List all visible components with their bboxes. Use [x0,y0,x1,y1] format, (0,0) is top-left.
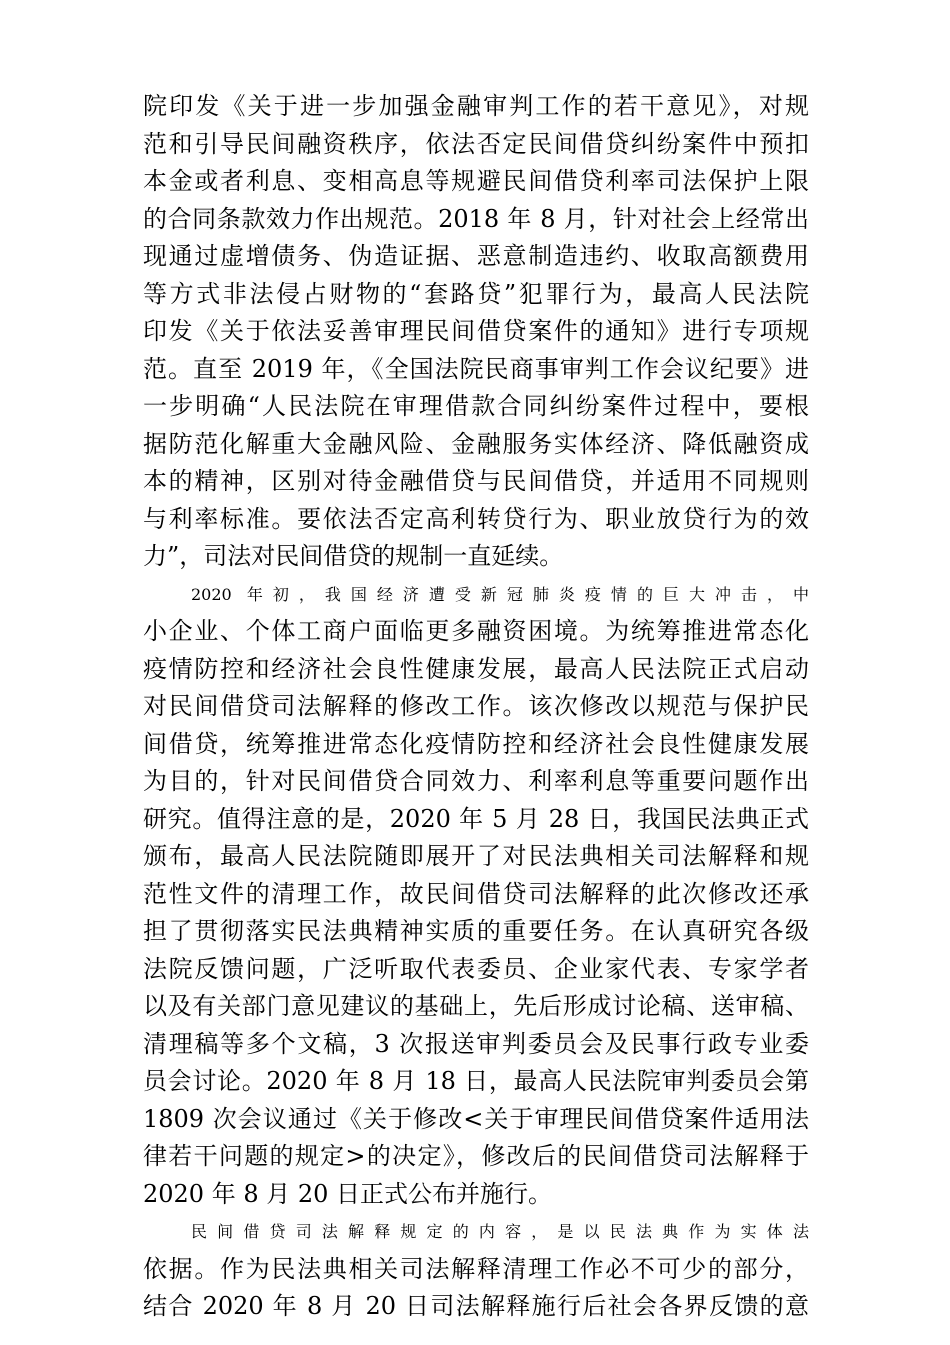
body-text [143,88,809,1326]
text-line: 研究。值得注意的是，2020 年 5 月 28 日，我国民法典正式 [143,804,809,833]
text-line: 印发《关于依法妥善审理民间借贷案件的通知》进行专项规 [143,317,809,345]
text-line: 颁布，最高人民法院随即展开了对民法典相关司法解释和规 [143,842,809,870]
text-line: 1809 次会议通过《关于修改<关于审理民间借贷案件适用法 [143,1104,809,1133]
text-line: 为目的，针对民间借贷合同效力、利率利息等重要问题作出 [143,767,809,795]
text-line: 小企业、个体工商户面临更多融资困境。为统筹推进常态化 [143,617,809,645]
text-line: 院印发《关于进一步加强金融审判工作的若干意见》，对规 [143,92,809,120]
text-line: 依据。作为民法典相关司法解释清理工作必不可少的部分， [143,1254,809,1283]
text-line: 范。直至 2019 年，《全国法院民商事审判工作会议纪要》进 [143,354,809,383]
text-line: 据防范化解重大金融风险、金融服务实体经济、降低融资成 [143,429,809,458]
text-line: 2020 年 8 月 20 日正式公布并施行。 [143,1179,553,1208]
text-line: 结合 2020 年 8 月 20 日司法解释施行后社会各界反馈的意 [143,1292,809,1320]
text-line: 担了贯彻落实民法典精神实质的重要任务。在认真研究各级 [143,917,809,945]
text-line: 等方式非法侵占财物的“套路贷”犯罪行为，最高人民法院 [143,279,809,308]
text-line: 对民间借贷司法解释的修改工作。该次修改以规范与保护民 [143,692,809,720]
text-line: 与利率标准。要依法否定高利转贷行为、职业放贷行为的效 [143,504,809,533]
text-line: 员会讨论。2020 年 8 月 18 日，最高人民法院审判委员会第 [143,1067,809,1095]
text-line: 清理稿等多个文稿，3 次报送审判委员会及民事行政专业委 [143,1029,809,1058]
text-line: 间借贷，统筹推进常态化疫情防控和经济社会良性健康发展 [143,729,809,758]
text-line: 力”，司法对民间借贷的规制一直延续。 [143,542,564,570]
text-line: 的合同条款效力作出规范。2018 年 8 月，针对社会上经常出 [143,204,809,233]
text-line: 范性文件的清理工作，故民间借贷司法解释的此次修改还承 [143,879,809,908]
text-line: 现通过虚增债务、伪造证据、恶意制造违约、收取高额费用 [143,242,809,270]
text-line: 本的精神，区别对待金融借贷与民间借贷，并适用不同规则 [143,467,809,495]
text-line: 民间借贷司法解释规定的内容，是以民法典作为实体法 [191,1222,809,1241]
text-line: 疫情防控和经济社会良性健康发展，最高人民法院正式启动 [143,654,809,683]
text-line: 本金或者利息、变相高息等规避民间借贷利率司法保护上限 [143,167,809,195]
text-line: 范和引导民间融资秩序，依法否定民间借贷纠纷案件中预扣 [143,129,809,158]
text-line: 2020 年初，我国经济遭受新冠肺炎疫情的巨大冲击，中 [191,584,809,604]
text-line: 法院反馈问题，广泛听取代表委员、企业家代表、专家学者 [143,954,809,983]
text-line: 律若干问题的规定>的决定》，修改后的民间借贷司法解释于 [143,1142,809,1170]
text-line: 以及有关部门意见建议的基础上，先后形成讨论稿、送审稿、 [143,992,809,1020]
text-line: 一步明确“人民法院在审理借款合同纠纷案件过程中，要根 [143,392,809,420]
